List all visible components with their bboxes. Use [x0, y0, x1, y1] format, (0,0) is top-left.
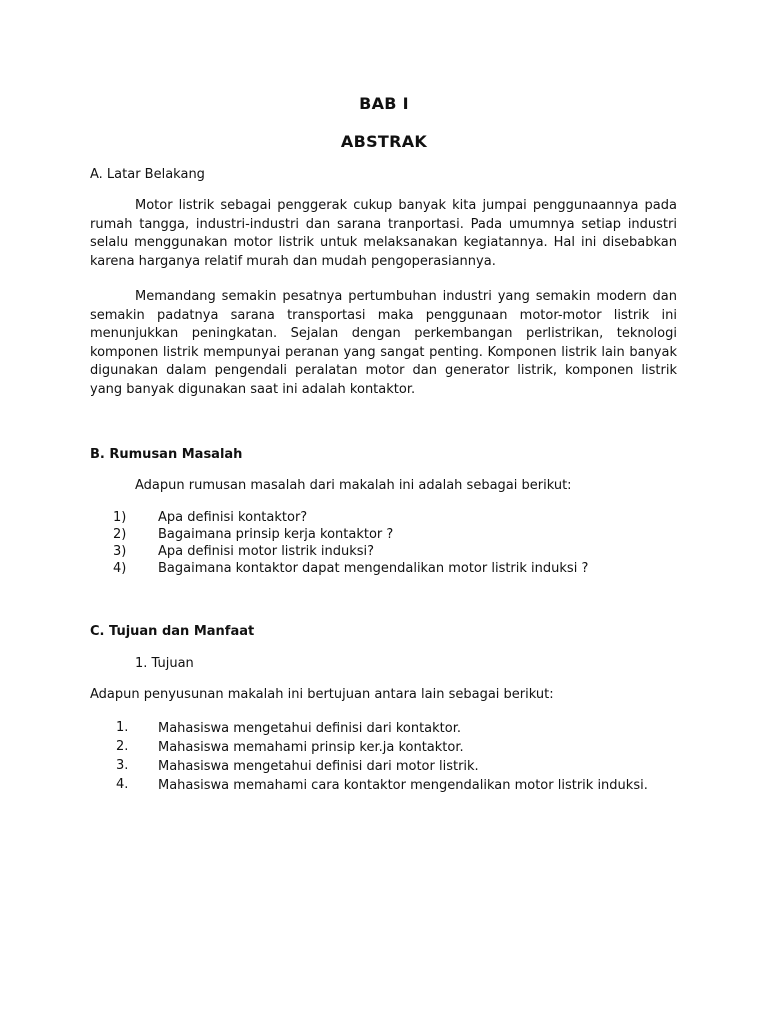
- list-item: [90, 526, 677, 543]
- list-item: [90, 757, 677, 776]
- list-item: [90, 719, 677, 738]
- problem-list: [90, 509, 677, 577]
- objective-list: [90, 719, 677, 795]
- section-a-heading: A. Latar Belakang: [90, 167, 205, 182]
- section-a-paragraph-2: Memandang semakin pesatnya pertumbuhan industri yang semakin modern dan semakin padatnya sarana transportasi maka penggunaan motor-motor listrik ini menunjukkan peningkatan. Sejalan dengan perkembangan perlistrikan, teknologi komponen listrik mempunyai peranan yang sangat penting. Komponen listrik lain banyak digunakan dalam pengendali peralatan motor dan generator listrik, komponen listrik yang banyak digunakan saat ini adalah kontaktor.: [90, 289, 677, 397]
- list-item-number: 2.: [116, 739, 129, 754]
- list-item-number: 1.: [116, 720, 129, 735]
- list-item-number: 4.: [116, 777, 129, 792]
- section-c-intro: Adapun penyusunan makalah ini bertujuan antara lain sebagai berikut:: [90, 687, 554, 702]
- section-c-subheading: 1. Tujuan: [135, 656, 194, 671]
- list-item-text: Mahasiswa memahami prinsip ker.ja kontaktor.: [158, 740, 464, 755]
- list-item-text: Mahasiswa memahami cara kontaktor mengendalikan motor listrik induksi.: [158, 778, 648, 793]
- list-item: [90, 560, 677, 577]
- list-item-text: Bagaimana kontaktor dapat mengendalikan motor listrik induksi ?: [158, 561, 589, 576]
- list-item-number: 4): [113, 561, 127, 576]
- chapter-title: ABSTRAK: [340, 132, 428, 151]
- list-item: [90, 738, 677, 757]
- list-item-number: 1): [113, 510, 127, 525]
- list-item-number: 3.: [116, 758, 129, 773]
- list-item: [90, 543, 677, 560]
- list-item: [90, 509, 677, 526]
- list-item-number: 3): [113, 544, 127, 559]
- section-a-paragraph-1: Motor listrik sebagai penggerak cukup banyak kita jumpai penggunaannya pada rumah tangga, industri-industri dan sarana tranportasi. Pada umumnya setiap industri selalu menggunakan motor listrik untuk melaksanakan kegiatannya. Hal ini disebabkan karena harganya relatif murah dan mudah pengoperasiannya.: [90, 198, 677, 269]
- list-item-text: Mahasiswa mengetahui definisi dari kontaktor.: [158, 721, 462, 736]
- list-item-text: Apa definisi kontaktor?: [158, 510, 308, 525]
- list-item-text: Mahasiswa mengetahui definisi dari motor listrik.: [158, 759, 479, 774]
- list-item-text: Bagaimana prinsip kerja kontaktor ?: [158, 527, 394, 542]
- list-item: [90, 776, 677, 795]
- section-c-heading: C. Tujuan dan Manfaat: [90, 624, 255, 639]
- section-b-heading: B. Rumusan Masalah: [90, 447, 243, 462]
- chapter-number: BAB I: [359, 94, 409, 113]
- section-b-intro: Adapun rumusan masalah dari makalah ini adalah sebagai berikut:: [135, 478, 572, 493]
- list-item-number: 2): [113, 527, 127, 542]
- list-item-text: Apa definisi motor listrik induksi?: [158, 544, 375, 559]
